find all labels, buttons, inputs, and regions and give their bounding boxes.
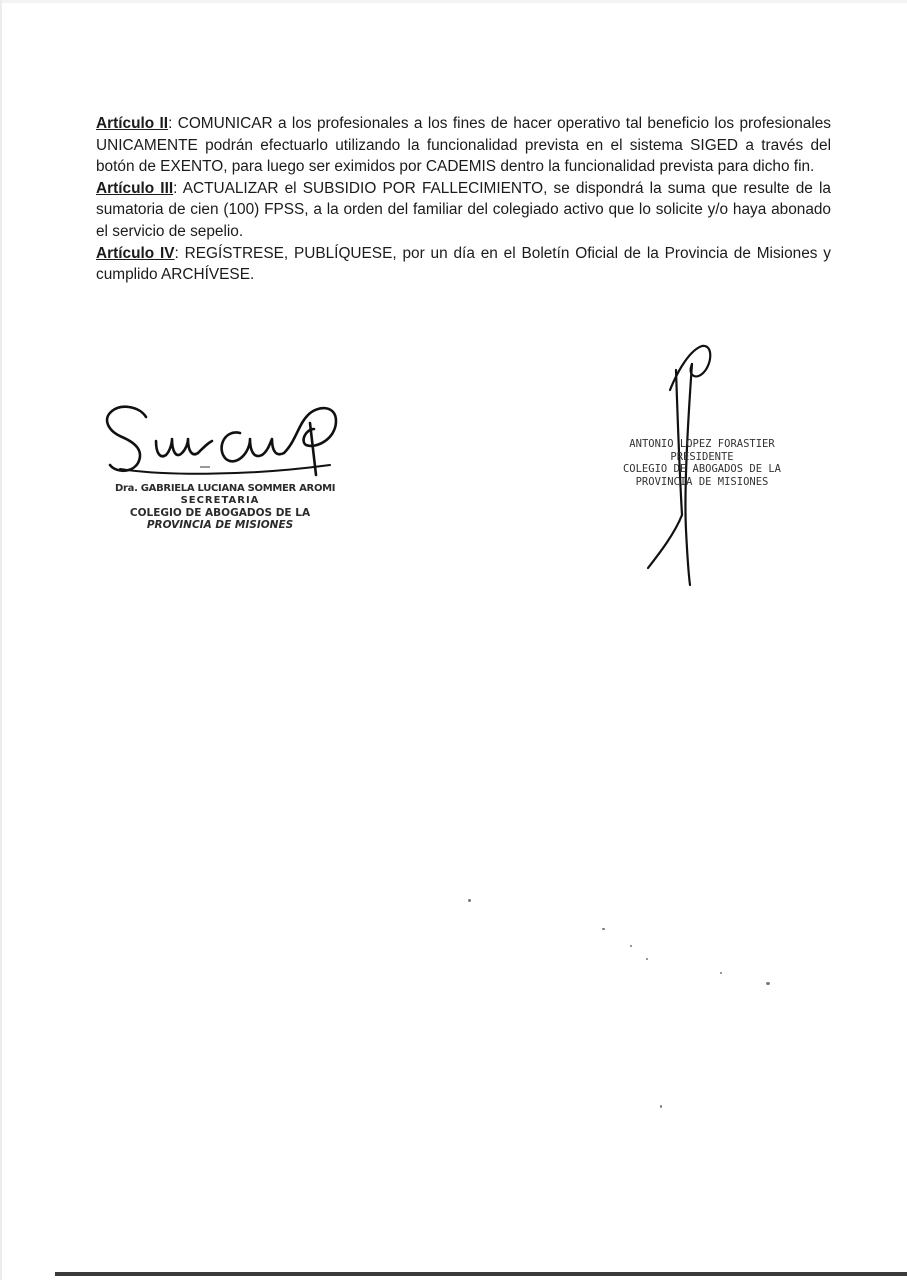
scan-speck <box>660 1105 662 1108</box>
article-2-text: : COMUNICAR a los profesionales a los fines de hacer operativo tal beneficio los profesionales UNICAMENTE podrán efectuarlo utilizando la funcionalidad prevista en el sistema SIGED a través del botón de EXENTO, para luego ser eximidos por CADEMIS dentro la funcionalidad prevista para dicho fin. <box>96 115 831 176</box>
president-role: PRESIDENTE <box>670 450 734 463</box>
scan-speck <box>720 972 722 974</box>
scan-speck <box>766 982 770 985</box>
article-3-label: Artículo III <box>96 179 174 197</box>
president-stamp <box>602 438 802 488</box>
scan-speck <box>630 945 632 947</box>
secretary-org-line2: PROVINCIA DE MISIONES <box>146 519 294 531</box>
secretary-signature <box>100 393 350 485</box>
scan-speck <box>468 899 471 902</box>
article-2-label: Artículo II <box>96 115 169 132</box>
secretary-stamp <box>95 482 345 531</box>
article-2 <box>96 113 831 178</box>
scan-edge-left <box>0 0 2 1280</box>
resolution-articles <box>96 113 831 286</box>
scan-speck <box>646 958 648 960</box>
scan-speck <box>602 928 605 930</box>
article-4 <box>96 243 831 286</box>
article-3-text: : ACTUALIZAR el SUBSIDIO POR FALLECIMIENTO, se dispondrá la suma que resulte de la sumatoria de cien (100) FPSS, a la orden del familiar del colegiado activo que lo solicite y/o haya abonado el servicio de sepelio. <box>96 179 831 240</box>
president-org-line1: COLEGIO DE ABOGADOS DE LA <box>622 463 782 475</box>
scan-edge-bottom <box>55 1272 907 1276</box>
president-org-line2: PROVINCIA DE MISIONES <box>635 475 769 488</box>
secretary-org-line1: COLEGIO DE ABOGADOS DE LA <box>129 507 311 519</box>
article-4-text: : REGÍSTRESE, PUBLÍQUESE, por un día en el Boletín Oficial de la Provincia de Misiones y cumplido ARCHÍVESE. <box>96 244 831 284</box>
president-name: ANTONIO LOPEZ FORASTIER <box>629 438 775 450</box>
scan-edge-top <box>0 0 907 3</box>
secretary-role: SECRETARIA <box>180 495 260 506</box>
article-4-label: Artículo IV <box>96 244 175 262</box>
secretary-name: Dra. GABRIELA LUCIANA SOMMER AROMI <box>115 483 336 494</box>
article-3 <box>96 178 831 243</box>
